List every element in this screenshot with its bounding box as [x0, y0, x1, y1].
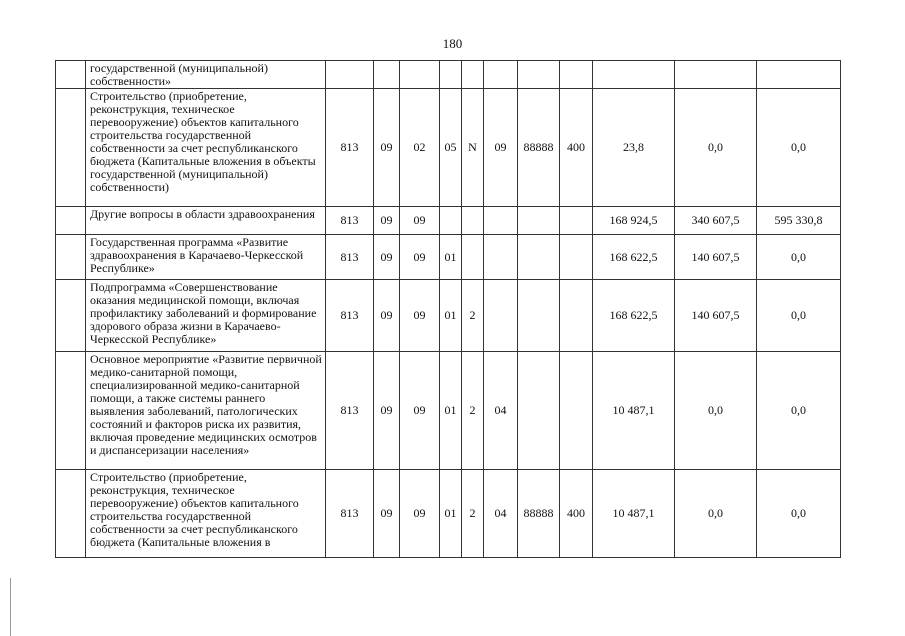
direction-code [518, 61, 560, 89]
activity-code: 09 [484, 89, 518, 207]
sum-year-1: 168 622,5 [593, 235, 675, 280]
direction-code [518, 352, 560, 470]
sum-year-1: 23,8 [593, 89, 675, 207]
table-row [56, 61, 841, 89]
sum-year-2: 0,0 [675, 470, 757, 558]
program-code: 05 [440, 89, 462, 207]
item-name: государственной (муниципальной) собственности» [86, 61, 326, 89]
sum-year-2: 340 607,5 [675, 207, 757, 235]
subsection-code [400, 61, 440, 89]
expense-type-code [560, 352, 593, 470]
row-index-cell [56, 280, 86, 352]
activity-code [484, 235, 518, 280]
sum-year-2 [675, 61, 757, 89]
expense-type-code [560, 61, 593, 89]
section-code: 09 [374, 352, 400, 470]
subsection-code: 09 [400, 235, 440, 280]
budget-table-body [56, 61, 841, 558]
ministry-code: 813 [326, 470, 374, 558]
program-code [440, 207, 462, 235]
subsection-code: 09 [400, 470, 440, 558]
sum-year-3: 0,0 [757, 89, 841, 207]
direction-code [518, 280, 560, 352]
section-code: 09 [374, 470, 400, 558]
subprogram-code [462, 235, 484, 280]
direction-code [518, 207, 560, 235]
subsection-code: 09 [400, 207, 440, 235]
row-index-cell [56, 352, 86, 470]
sum-year-3 [757, 61, 841, 89]
program-code: 01 [440, 235, 462, 280]
row-index-cell [56, 61, 86, 89]
row-index-cell [56, 89, 86, 207]
row-index-cell [56, 207, 86, 235]
section-code: 09 [374, 235, 400, 280]
ministry-code: 813 [326, 207, 374, 235]
sum-year-3: 595 330,8 [757, 207, 841, 235]
subprogram-code [462, 207, 484, 235]
sum-year-2: 0,0 [675, 352, 757, 470]
row-index-cell [56, 470, 86, 558]
item-name: Другие вопросы в области здравоохранения [86, 207, 326, 235]
section-code [374, 61, 400, 89]
page-number: 180 [442, 36, 463, 51]
subprogram-code: N [462, 89, 484, 207]
subprogram-code: 2 [462, 280, 484, 352]
subsection-code: 02 [400, 89, 440, 207]
budget-table [55, 60, 841, 558]
sum-year-2: 0,0 [675, 89, 757, 207]
sum-year-1: 10 487,1 [593, 470, 675, 558]
expense-type-code: 400 [560, 470, 593, 558]
expense-type-code [560, 235, 593, 280]
section-code: 09 [374, 280, 400, 352]
expense-type-code [560, 280, 593, 352]
sum-year-1 [593, 61, 675, 89]
table-row [56, 235, 841, 280]
sum-year-1: 10 487,1 [593, 352, 675, 470]
subsection-code: 09 [400, 352, 440, 470]
item-name: Строительство (приобретение, реконструкция, техническое перевооружение) объектов капитального строительства государственной собственности за счет республиканского бюджета (Капитальные вложения в объекты государственной (муниципальной) собственности) [86, 89, 326, 207]
ministry-code [326, 61, 374, 89]
expense-type-code: 400 [560, 89, 593, 207]
activity-code: 04 [484, 352, 518, 470]
left-edge-mark [10, 578, 11, 636]
subprogram-code: 2 [462, 470, 484, 558]
direction-code: 88888 [518, 470, 560, 558]
activity-code: 04 [484, 470, 518, 558]
direction-code: 88888 [518, 89, 560, 207]
item-name: Государственная программа «Развитие здравоохранения в Карачаево-Черкесской Республике» [86, 235, 326, 280]
table-row [56, 280, 841, 352]
table-row [56, 352, 841, 470]
subsection-code: 09 [400, 280, 440, 352]
subprogram-code [462, 61, 484, 89]
activity-code [484, 207, 518, 235]
sum-year-1: 168 924,5 [593, 207, 675, 235]
ministry-code: 813 [326, 280, 374, 352]
sum-year-1: 168 622,5 [593, 280, 675, 352]
activity-code [484, 61, 518, 89]
program-code: 01 [440, 352, 462, 470]
table-row [56, 207, 841, 235]
subprogram-code: 2 [462, 352, 484, 470]
sum-year-3: 0,0 [757, 280, 841, 352]
table-row [56, 89, 841, 207]
direction-code [518, 235, 560, 280]
item-name: Основное мероприятие «Развитие первичной медико-санитарной помощи, специализированной медико-санитарной помощи, а также системы раннего выявления заболеваний, патологических состояний и факторов риска их развития, включая проведение медицинских осмотров и диспансеризации населения» [86, 352, 326, 470]
sum-year-3: 0,0 [757, 235, 841, 280]
program-code [440, 61, 462, 89]
ministry-code: 813 [326, 89, 374, 207]
row-index-cell [56, 235, 86, 280]
ministry-code: 813 [326, 235, 374, 280]
program-code: 01 [440, 470, 462, 558]
section-code: 09 [374, 207, 400, 235]
item-name: Строительство (приобретение, реконструкция, техническое перевооружение) объектов капитального строительства государственной собственности за счет республиканского бюджета (Капитальные вложения в [86, 470, 326, 558]
ministry-code: 813 [326, 352, 374, 470]
program-code: 01 [440, 280, 462, 352]
table-row [56, 470, 841, 558]
sum-year-3: 0,0 [757, 352, 841, 470]
sum-year-2: 140 607,5 [675, 280, 757, 352]
sum-year-2: 140 607,5 [675, 235, 757, 280]
expense-type-code [560, 207, 593, 235]
sum-year-3: 0,0 [757, 470, 841, 558]
section-code: 09 [374, 89, 400, 207]
activity-code [484, 280, 518, 352]
item-name: Подпрограмма «Совершенствование оказания медицинской помощи, включая профилактику заболеваний и формирование здорового образа жизни в Карачаево-Черкесской Республике» [86, 280, 326, 352]
